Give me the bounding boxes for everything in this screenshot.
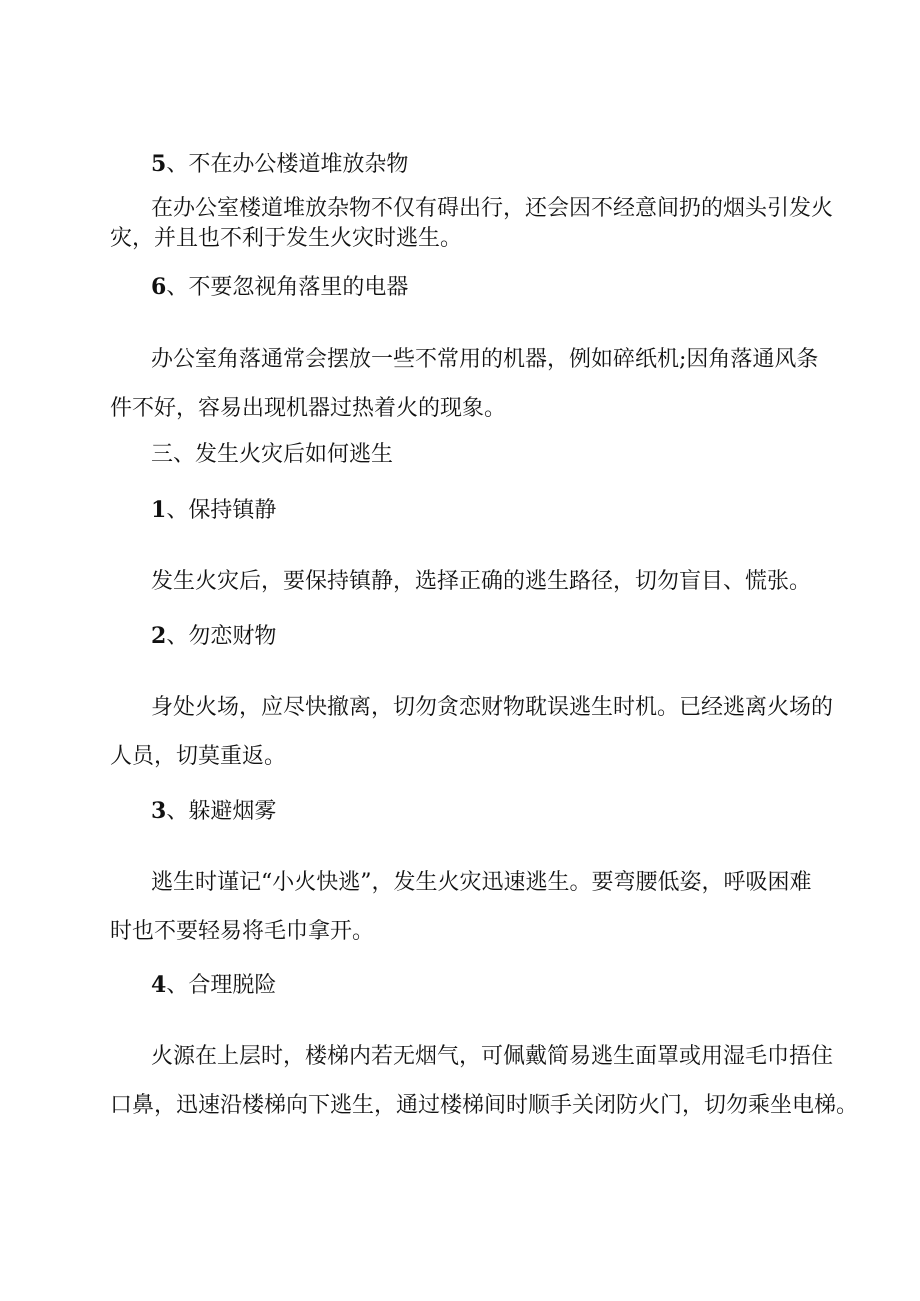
section-heading: 三、发生火灾后如何逃生 [151, 442, 394, 467]
item-number: 1 [151, 497, 167, 523]
heading-item-3 [151, 797, 276, 826]
paragraph-line: 件不好，容易出现机器过热着火的现象。 [110, 396, 507, 421]
paragraph-line: 火源在上层时，楼梯内若无烟气，可佩戴简易逃生面罩或用湿毛巾捂住 [151, 1044, 834, 1069]
item-number: 6 [151, 274, 167, 300]
heading-text: 、不要忽视角落里的电器 [166, 275, 409, 300]
paragraph-line: 在办公室楼道堆放杂物不仅有碍出行，还会因不经意间扔的烟头引发火 [151, 196, 834, 221]
paragraph-line: 身处火场，应尽快撤离，切勿贪恋财物耽误逃生时机。已经逃离火场的 [151, 695, 834, 720]
heading-item-4 [151, 971, 276, 1000]
heading-text: 、勿恋财物 [166, 624, 277, 649]
heading-text: 、合理脱险 [166, 973, 277, 998]
paragraph-line: 灾，并且也不利于发生火灾时逃生。 [110, 226, 463, 251]
paragraph-line: 逃生时谨记“小火快逃”，发生火灾迅速逃生。要弯腰低姿，呼吸困难 [151, 870, 812, 895]
heading-text: 、躲避烟雾 [166, 799, 277, 824]
heading-item-2 [151, 622, 276, 651]
item-number: 4 [151, 972, 167, 998]
paragraph-line: 发生火灾后，要保持镇静，选择正确的逃生路径，切勿盲目、慌张。 [151, 569, 812, 594]
item-number: 2 [151, 623, 167, 649]
heading-text: 、保持镇静 [166, 498, 277, 523]
paragraph-line: 办公室角落通常会摆放一些不常用的机器，例如碎纸机;因角落通风条 [151, 347, 819, 372]
item-number: 5 [151, 151, 167, 177]
heading-text: 、不在办公楼道堆放杂物 [166, 152, 409, 177]
heading-item-1 [151, 496, 276, 525]
paragraph-line: 口鼻，迅速沿楼梯向下逃生，通过楼梯间时顺手关闭防火门，切勿乘坐电梯。 [110, 1093, 859, 1118]
heading-item-6 [151, 273, 408, 302]
paragraph-line: 时也不要轻易将毛巾拿开。 [110, 919, 375, 944]
item-number: 3 [151, 798, 167, 824]
heading-item-5 [151, 150, 408, 179]
paragraph-line: 人员，切莫重返。 [110, 744, 287, 769]
